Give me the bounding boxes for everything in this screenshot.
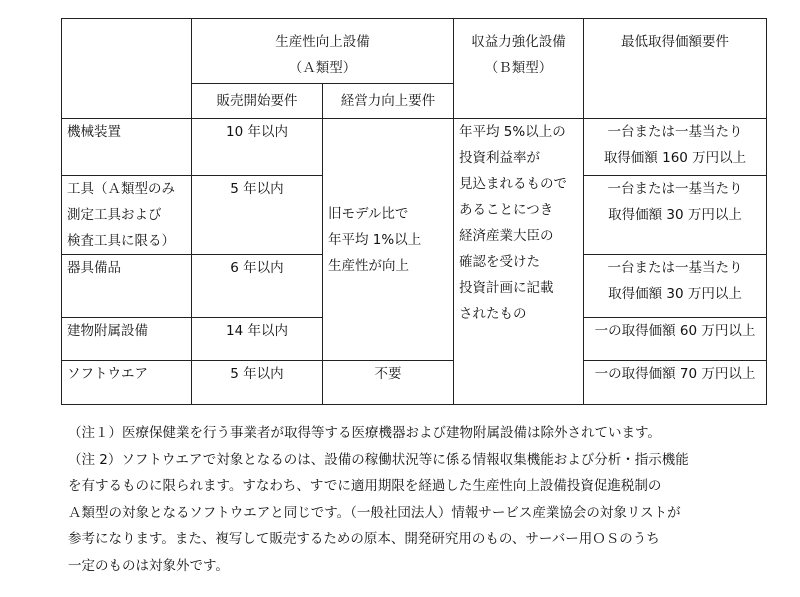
mgmt-line: 旧モデル比で — [328, 205, 409, 222]
b-line: 経済産業大臣の — [459, 228, 554, 244]
mgmt-line: 年平均 1%以上 — [328, 231, 422, 248]
table-row — [62, 361, 767, 405]
item-line: 検査工具に限る） — [67, 233, 175, 249]
b-line: あることにつき — [459, 202, 554, 218]
note-line: 参考になります。また、複写して販売するための原本、開発研究用のもの、サーバー用ＯＳのうち — [68, 531, 660, 547]
header-a-title: 生産性向上設備 — [275, 34, 370, 50]
header-min-price: 最低取得価額要件 — [584, 19, 767, 119]
header-row — [62, 19, 767, 84]
subheader-mgmt: 経営力向上要件 — [323, 84, 454, 119]
header-a-sub: （Ａ類型） — [288, 60, 357, 76]
sales-cell: 5 年以内 — [192, 361, 323, 405]
item-cell: 建物附属設備 — [62, 318, 192, 361]
note-line: 一定のものは対象外です。 — [68, 557, 229, 574]
note-line: を有するものに限られます。すなわち、すでに適用期限を経過した生産性向上設備投資促進税制の — [68, 478, 662, 494]
sales-cell: 5 年以内 — [192, 176, 323, 255]
header-b-title: 収益力強化設備 — [471, 34, 566, 50]
min-price-line: 取得価額 30 万円以上 — [608, 207, 742, 223]
min-price-line: 一台または一基当たり — [607, 124, 743, 140]
item-cell: 器具備品 — [62, 255, 192, 318]
header-b-sub: （Ｂ類型） — [484, 60, 553, 76]
min-price-line: 一台または一基当たり — [607, 181, 743, 197]
mgmt-requirement-cell — [323, 119, 454, 361]
item-cell — [62, 176, 192, 255]
requirements-table — [61, 18, 767, 405]
min-price-cell — [584, 176, 767, 255]
b-line: 投資利益率が — [459, 150, 540, 166]
min-price-line: 取得価額 30 万円以上 — [608, 286, 742, 302]
item-cell: 機械装置 — [62, 119, 192, 176]
b-requirement-cell — [454, 119, 584, 405]
note-line: （注１）医療保健業を行う事業者が取得等する医療機器および建物附属設備は除外されています。 — [68, 425, 661, 441]
header-blank-cell — [62, 19, 192, 119]
mgmt-line: 生産性が向上 — [328, 257, 409, 274]
b-line: 確認を受けた — [459, 254, 540, 270]
sales-cell: 14 年以内 — [192, 318, 323, 361]
sales-cell: 10 年以内 — [192, 119, 323, 176]
min-price-cell — [584, 119, 767, 176]
note-line: （注 2）ソフトウエアで対象となるのは、設備の稼働状況等に係る情報収集機能および分析・指示機能 — [68, 451, 689, 468]
min-price-cell: 一の取得価額 60 万円以上 — [584, 318, 767, 361]
note-line: Ａ類型の対象となるソフトウエアと同じです。（一般社団法人）情報サービス産業協会の対象リストが — [68, 504, 681, 521]
min-price-line: 取得価額 160 万円以上 — [603, 150, 747, 166]
table-row — [62, 119, 767, 176]
subheader-sales: 販売開始要件 — [192, 84, 323, 119]
sales-cell: 6 年以内 — [192, 255, 323, 318]
item-line: 測定工具および — [67, 207, 162, 223]
min-price-cell — [584, 255, 767, 318]
b-line: されたもの — [459, 306, 527, 322]
item-line: 工具（Ａ類型のみ — [67, 181, 175, 197]
mgmt-cell: 不要 — [323, 361, 454, 405]
b-line: 年平均 5%以上の — [459, 124, 566, 140]
b-line: 見込まれるもので — [459, 176, 567, 192]
min-price-cell: 一の取得価額 70 万円以上 — [584, 361, 767, 405]
b-line: 投資計画に記載 — [459, 280, 554, 296]
min-price-line: 一台または一基当たり — [607, 260, 743, 276]
item-cell: ソフトウエア — [62, 361, 192, 405]
notes — [68, 420, 768, 579]
header-b-type — [454, 19, 584, 119]
header-a-type — [192, 19, 454, 84]
